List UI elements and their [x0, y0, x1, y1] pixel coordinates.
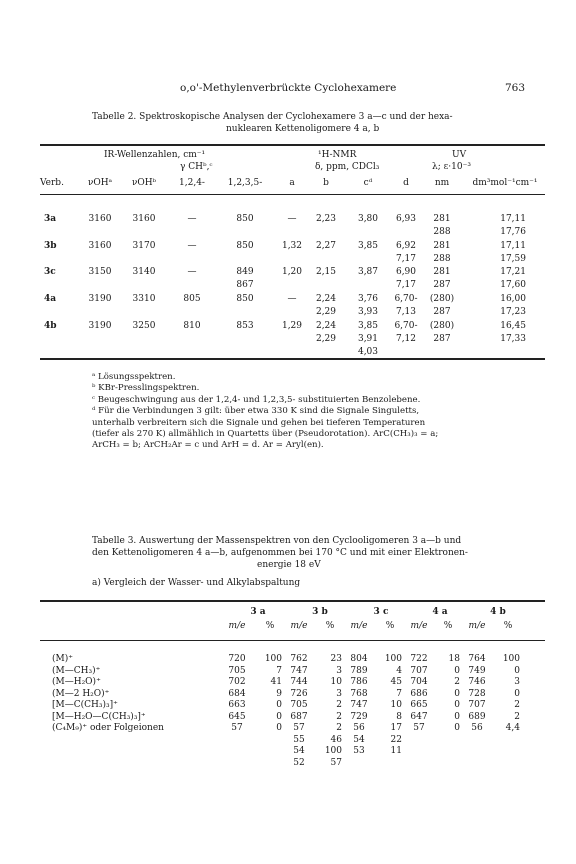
table3-me-cell: 57 [413, 723, 425, 733]
table3-me-cell: 726 [290, 689, 308, 699]
table3-subhead-me: m/e [290, 621, 308, 631]
table3-percent-cell: 0 [514, 689, 520, 699]
table3-me-cell: 786 [350, 677, 368, 687]
table2-row-label: 4a [44, 294, 57, 304]
table2-cell: 7,12 [395, 334, 417, 344]
table3-percent-cell: 46 [330, 735, 342, 745]
table3-percent-cell: 0 [276, 700, 282, 710]
table3-me-cell: 702 [228, 677, 246, 687]
table2-cell: 1,20 [281, 267, 303, 277]
table2-col-header: 1,2,3,5- [227, 178, 263, 188]
table3-me-cell: 707 [410, 666, 428, 676]
table2-caption-line-2: nuklearen Kettenoligomere 4 a, b [226, 124, 380, 134]
table3-me-cell: 728 [468, 689, 486, 699]
table3-subhead-me: m/e [410, 621, 428, 631]
table3-percent-cell: 4 [396, 666, 402, 676]
table3-subhead-percent: % [503, 621, 513, 631]
table3-percent-cell: 100 [264, 654, 282, 664]
table2-cell: 849 [236, 267, 254, 277]
table3-percent-cell: 41 [270, 677, 282, 687]
table2-cell: 2,15 [315, 267, 337, 277]
table3-row-label: [M—H₂O—C(CH₃)₃]⁺ [52, 712, 146, 722]
table2-header-ir-sub: γ CHᵇ,ᶜ [180, 162, 213, 172]
table2-header-uv-sub: λ; ε·10⁻³ [432, 162, 471, 172]
table2-cell: 17,11 [500, 241, 526, 251]
table2-cell: 7,17 [395, 254, 417, 264]
table3-subhead-me: m/e [350, 621, 368, 631]
table3-me-cell: 762 [290, 654, 308, 664]
table3-me-cell: 768 [350, 689, 368, 699]
table3-me-cell: 55 [293, 735, 305, 745]
table2-row-label: 3a [44, 214, 57, 224]
table3-row-label: (M—CH₃)⁺ [52, 666, 101, 676]
table2-cell: 3190 [88, 321, 112, 331]
table2-col-header: b [323, 178, 329, 188]
table2-cell: 288 [433, 254, 451, 264]
table2-cell: 17,11 [500, 214, 526, 224]
table2-cell: 288 [433, 227, 451, 237]
table3-row-label: (M—H₂O)⁺ [52, 677, 101, 687]
table3-percent-cell: 0 [454, 666, 460, 676]
table3-compound-header: 4 b [490, 607, 506, 617]
table3-me-cell: 686 [410, 689, 428, 699]
table2-cell: 3310 [132, 294, 156, 304]
table3-me-cell: 56 [471, 723, 483, 733]
table2-cell: 6,70- [394, 294, 418, 304]
table3-percent-cell: 0 [276, 723, 282, 733]
table3-caption-line-3: energie 18 eV [257, 560, 321, 570]
table3-percent-cell: 2 [514, 700, 520, 710]
table3-percent-cell: 0 [454, 700, 460, 710]
table3-compound-header: 4 a [432, 607, 448, 617]
table2-cell: 3190 [88, 294, 112, 304]
table3-percent-cell: 4,4 [505, 723, 520, 733]
table2-cell: 2,24 [315, 294, 337, 304]
table2-row-label: 4b [44, 321, 57, 331]
table3-row-label: (M—2 H₂O)⁺ [52, 689, 110, 699]
table2-cell: 2,29 [315, 307, 337, 317]
table2-cell: 3160 [88, 214, 112, 224]
table2-cell: 850 [236, 294, 254, 304]
table3-percent-cell: 3 [514, 677, 520, 687]
table2-cell: 3,87 [357, 267, 379, 277]
table3-me-cell: 707 [468, 700, 486, 710]
table2-cell: 3,76 [357, 294, 379, 304]
table2-cell: 16,00 [500, 294, 526, 304]
table3-percent-cell: 7 [396, 689, 402, 699]
table3-percent-cell: 17 [390, 723, 402, 733]
table2-footnote: ArCH₃ = b; ArCH₂Ar = c und ArH = d. Ar = Aryl(en). [92, 440, 324, 451]
table2-cell: 3,85 [357, 241, 379, 251]
table2-cell: 17,33 [500, 334, 526, 344]
table2-col-header: a [289, 178, 295, 188]
table2-cell: 17,23 [500, 307, 526, 317]
table3-compound-header: 3 a [250, 607, 266, 617]
table3-percent-cell: 9 [276, 689, 282, 699]
table3-me-cell: 647 [410, 712, 428, 722]
table3-me-cell: 687 [290, 712, 308, 722]
table2-header-uv: UV [452, 150, 467, 160]
table2-cell: 3,85 [357, 321, 379, 331]
table2-cell: — [287, 294, 297, 304]
table3-top-rule [40, 600, 545, 602]
table2-cell: — [287, 214, 297, 224]
table3-percent-cell: 0 [454, 689, 460, 699]
table3-me-cell: 746 [468, 677, 486, 687]
table3-percent-cell: 2 [454, 677, 460, 687]
table2-cell: 287 [433, 307, 451, 317]
table2-cell: 3140 [132, 267, 156, 277]
table2-footnote: ᵈ Für die Verbindungen 3 gilt: über etwa 330 K sind die Signale Singuletts, [92, 406, 420, 417]
table2-top-rule [40, 144, 545, 146]
table2-header-rule [40, 194, 545, 195]
table3-percent-cell: 2 [336, 700, 342, 710]
table3-percent-cell: 100 [324, 746, 342, 756]
table2-cell: 805 [183, 294, 201, 304]
table2-cell: 17,76 [500, 227, 526, 237]
table2-cell: 17,59 [500, 254, 526, 264]
table2-col-header: dm³mol⁻¹cm⁻¹ [472, 178, 538, 188]
table2-cell: 1,32 [281, 241, 303, 251]
page-number: 763 [505, 82, 526, 94]
table2-footnote: ᶜ Beugeschwingung aus der 1,2,4- und 1,2,3,5- substituierten Benzolebene. [92, 394, 421, 405]
table2-cell: 281 [433, 214, 451, 224]
table3-percent-cell: 11 [390, 746, 402, 756]
table2-col-header: nm [434, 178, 450, 188]
table3-percent-cell: 22 [390, 735, 402, 745]
table2-cell: 3150 [88, 267, 112, 277]
table2-cell: — [187, 241, 197, 251]
table3-percent-cell: 0 [454, 723, 460, 733]
table2-cell: 6,92 [395, 241, 417, 251]
table2-cell: 2,24 [315, 321, 337, 331]
table2-cell: 3,91 [357, 334, 379, 344]
table2-cell: 6,70- [394, 321, 418, 331]
table3-percent-cell: 3 [336, 666, 342, 676]
table3-me-cell: 645 [228, 712, 246, 722]
table3-caption-line-1: Tabelle 3. Auswertung der Massenspektren von den Cyclooligomeren 3 a—b und [92, 536, 462, 546]
table3-me-cell: 689 [468, 712, 486, 722]
table2-footnote: ᵇ KBr-Presslingspektren. [92, 383, 200, 394]
table3-me-cell: 704 [410, 677, 428, 687]
table3-percent-cell: 2 [514, 712, 520, 722]
table3-row-label: (M)⁺ [52, 654, 73, 664]
table3-percent-cell: 0 [454, 712, 460, 722]
table3-percent-cell: 2 [336, 723, 342, 733]
table3-header-rule [40, 640, 545, 641]
table2-cell: 281 [433, 241, 451, 251]
table2-cell: 3160 [88, 241, 112, 251]
table2-cell: 7,13 [395, 307, 417, 317]
table3-me-cell: 665 [410, 700, 428, 710]
table3-me-cell: 684 [228, 689, 246, 699]
table2-header-ir: IR-Wellenzahlen, cm⁻¹ [104, 150, 206, 160]
table2-cell: 3250 [132, 321, 156, 331]
table3-me-cell: 729 [350, 712, 368, 722]
table3-me-cell: 54 [293, 746, 305, 756]
table2-col-header: νOHᵃ [87, 178, 113, 188]
table3-me-cell: 663 [228, 700, 246, 710]
table3-percent-cell: 8 [396, 712, 402, 722]
table3-percent-cell: 3 [336, 689, 342, 699]
table2-footnote: ᵃ Lösungsspektren. [92, 372, 176, 382]
table3-subhead-me: m/e [228, 621, 246, 631]
table3-me-cell: 56 [353, 723, 365, 733]
table3-subhead-percent: % [325, 621, 335, 631]
table2-cell: (280) [429, 294, 455, 304]
table3-me-cell: 747 [290, 666, 308, 676]
table2-row-label: 3c [44, 267, 56, 277]
table3-percent-cell: 100 [384, 654, 402, 664]
table2-cell: — [187, 214, 197, 224]
table2-cell: 287 [433, 334, 451, 344]
table2-cell: 3,93 [357, 307, 379, 317]
table2-col-header: 1,2,4- [179, 178, 205, 188]
table2-header-nmr: ¹H-NMR [318, 150, 357, 160]
table3-me-cell: 54 [353, 735, 365, 745]
table2-footnote: unterhalb verbreitern sich die Signale und gehen bei tieferen Temperaturen [92, 417, 426, 428]
table3-me-cell: 789 [350, 666, 368, 676]
table2-bottom-rule [40, 358, 545, 360]
table3-me-cell: 720 [228, 654, 246, 664]
table2-col-header: Verb. [40, 178, 64, 188]
table3-me-cell: 749 [468, 666, 486, 676]
table3-row-label: [M—C(CH₃)₃]⁺ [52, 700, 118, 710]
table2-header-nmr-sub: δ, ppm, CDCl₃ [315, 162, 380, 172]
table2-col-header: cᵈ [363, 178, 373, 188]
table3-me-cell: 705 [290, 700, 308, 710]
table3-percent-cell: 57 [330, 758, 342, 768]
table2-cell: (280) [429, 321, 455, 331]
table2-cell: 3170 [132, 241, 156, 251]
table2-cell: 3,80 [357, 214, 379, 224]
table2-cell: 4,03 [357, 347, 379, 357]
table2-cell: 287 [433, 280, 451, 290]
table3-percent-cell: 0 [514, 666, 520, 676]
table3-percent-cell: 7 [276, 666, 282, 676]
table3-percent-cell: 45 [390, 677, 402, 687]
table2-cell: 17,60 [500, 280, 526, 290]
table3-percent-cell: 10 [390, 700, 402, 710]
table2-cell: 2,27 [315, 241, 337, 251]
running-head-title: o,o'-Methylenverbrückte Cyclohexamere [180, 82, 397, 94]
table3-percent-cell: 10 [330, 677, 342, 687]
table2-cell: 1,29 [281, 321, 303, 331]
table2-row-label: 3b [44, 241, 57, 251]
table3-percent-cell: 23 [330, 654, 342, 664]
table3-subhead-percent: % [265, 621, 275, 631]
table2-cell: 867 [236, 280, 254, 290]
table2-cell: 6,93 [395, 214, 417, 224]
table3-me-cell: 52 [293, 758, 305, 768]
table3-subhead-me: m/e [468, 621, 486, 631]
table3-subcaption: a) Vergleich der Wasser- und Alkylabspaltung [92, 578, 301, 588]
table2-cell: 853 [236, 321, 254, 331]
table2-cell: 7,17 [395, 280, 417, 290]
table3-me-cell: 764 [468, 654, 486, 664]
table3-me-cell: 53 [353, 746, 365, 756]
table2-cell: 6,90 [395, 267, 417, 277]
table2-cell: 281 [433, 267, 451, 277]
table3-subhead-percent: % [385, 621, 395, 631]
table2-cell: 2,29 [315, 334, 337, 344]
table3-percent-cell: 2 [336, 712, 342, 722]
table2-cell: 810 [183, 321, 201, 331]
table3-compound-header: 3 b [312, 607, 328, 617]
table3-caption-line-2: den Kettenoligomeren 4 a—b, aufgenommen bei 170 °C und mit einer Elektronen- [92, 548, 468, 558]
table3-me-cell: 57 [231, 723, 243, 733]
table3-me-cell: 747 [350, 700, 368, 710]
table2-cell: 850 [236, 241, 254, 251]
table2-col-header: d [403, 178, 409, 188]
table2-col-header: νOHᵇ [131, 178, 157, 188]
table2-cell: 2,23 [315, 214, 337, 224]
table3-subhead-percent: % [443, 621, 453, 631]
table3-me-cell: 722 [410, 654, 428, 664]
table2-footnote: (tiefer als 270 K) allmählich in Quartetts über (Pseudorotation). ArC(CH₃)₃ = a; [92, 429, 439, 439]
table2-cell: 16,45 [500, 321, 526, 331]
table3-row-label: (C₄M₉)⁺ oder Folgeionen [52, 723, 164, 733]
table3-me-cell: 804 [350, 654, 368, 664]
table3-percent-cell: 18 [448, 654, 460, 664]
table3-percent-cell: 0 [276, 712, 282, 722]
table3-percent-cell: 100 [502, 654, 520, 664]
table3-me-cell: 57 [293, 723, 305, 733]
table2-cell: 3160 [132, 214, 156, 224]
table2-cell: 850 [236, 214, 254, 224]
table2-caption-line-1: Tabelle 2. Spektroskopische Analysen der Cyclohexamere 3 a—c und der hexa- [92, 112, 453, 122]
table2-cell: 17,21 [500, 267, 526, 277]
table2-cell: — [187, 267, 197, 277]
table3-compound-header: 3 c [373, 607, 389, 617]
table3-me-cell: 744 [290, 677, 308, 687]
table3-me-cell: 705 [228, 666, 246, 676]
